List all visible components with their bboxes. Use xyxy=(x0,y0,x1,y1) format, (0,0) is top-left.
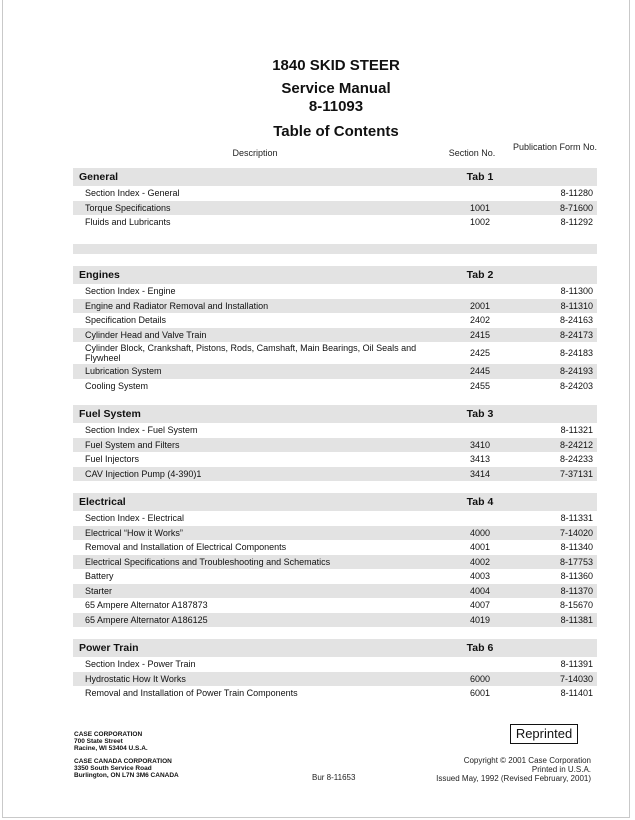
column-publication: Publication Form No. xyxy=(512,142,598,152)
toc-description: Specification Details xyxy=(85,315,167,325)
toc-section-number: 4000 xyxy=(469,527,491,538)
toc-publication-number: 8-24183 xyxy=(559,348,593,358)
printed-in: Printed in U.S.A. xyxy=(531,765,591,774)
section-tab: Tab 1 xyxy=(466,171,494,183)
toc-description: 65 Ampere Alternator A186125 xyxy=(85,614,208,625)
toc-description: Fluids and Lubricants xyxy=(85,217,171,227)
toc-row xyxy=(73,215,597,230)
toc-row xyxy=(73,438,597,453)
toc-row xyxy=(73,299,597,314)
toc-row xyxy=(73,672,597,687)
toc-publication-number: 8-17753 xyxy=(559,556,593,567)
toc-row xyxy=(73,201,597,216)
toc-description: Cylinder Head and Valve Train xyxy=(85,329,207,340)
case-ca-address xyxy=(74,758,179,779)
section-header xyxy=(73,266,597,284)
copyright: Copyright © 2001 Case Corporation xyxy=(463,756,591,765)
toc-description: Electrical Specifications and Troubleshooting and Schematics xyxy=(85,556,331,567)
section-tab: Tab 3 xyxy=(466,408,494,420)
section-name: Fuel System xyxy=(79,408,141,420)
section-header xyxy=(73,639,597,657)
section-gap xyxy=(73,627,597,639)
toc-row xyxy=(73,452,597,467)
toc-description: Section Index - Engine xyxy=(85,286,176,296)
toc-row xyxy=(73,584,597,599)
section-name: Electrical xyxy=(79,496,126,508)
toc-publication-number: 7-37131 xyxy=(559,468,593,479)
toc-description: Section Index - General xyxy=(85,188,180,198)
toc-description: 65 Ampere Alternator A187873 xyxy=(85,600,208,610)
toc-row xyxy=(73,526,597,541)
case-ca-city: Burlington, ON L7N 3M6 CANADA xyxy=(74,772,179,779)
toc-description: Section Index - Electrical xyxy=(85,513,185,523)
toc-description: Cylinder Block, Crankshaft, Pistons, Rods, Camshaft, Main Bearings, Oil Seals and Flywheel xyxy=(85,343,417,363)
blank-row xyxy=(73,230,597,245)
case-us-street: 700 State Street xyxy=(74,738,123,745)
toc-publication-number: 8-11340 xyxy=(560,542,593,552)
toc-description: Lubrication System xyxy=(85,366,162,376)
toc-section-number: 3413 xyxy=(469,454,491,464)
section-header xyxy=(73,405,597,423)
toc-publication-number: 8-71600 xyxy=(559,202,593,213)
reprinted-stamp: Reprinted xyxy=(510,724,578,744)
section-header xyxy=(73,168,597,186)
toc-section-number: 6001 xyxy=(469,688,491,698)
toc-section-number: 2402 xyxy=(469,315,491,325)
bur-number: Bur 8-11653 xyxy=(312,773,356,782)
toc-section-number: 3410 xyxy=(469,439,491,450)
toc-publication-number: 7-14030 xyxy=(559,673,593,684)
blank-row-shaded xyxy=(73,244,597,254)
section-header xyxy=(73,493,597,511)
toc-publication-number: 8-11391 xyxy=(560,659,593,669)
toc-description: CAV Injection Pump (4-390)1 xyxy=(85,468,202,479)
section-name: Engines xyxy=(79,269,120,281)
toc-publication-number: 8-11360 xyxy=(560,571,593,581)
toc-section-number: 2415 xyxy=(469,329,491,340)
toc-publication-number: 8-11300 xyxy=(560,286,593,296)
toc-row xyxy=(73,364,597,379)
toc-publication-number: 8-11321 xyxy=(560,425,593,435)
toc-row xyxy=(73,657,597,672)
toc-description: Electrical “How it Works” xyxy=(85,527,183,538)
toc-section-number: 4007 xyxy=(469,600,491,610)
toc-row xyxy=(73,555,597,570)
toc-section-number: 2001 xyxy=(469,300,491,311)
toc-publication-number: 8-15670 xyxy=(559,600,593,610)
toc-section-number: 4004 xyxy=(469,585,491,596)
toc-row xyxy=(73,313,597,328)
toc-section-number: 4002 xyxy=(469,556,491,567)
toc-row xyxy=(73,511,597,526)
toc-row xyxy=(73,423,597,438)
toc-publication-number: 8-11370 xyxy=(560,585,593,596)
section-name: Power Train xyxy=(79,642,139,654)
toc-publication-number: 8-11401 xyxy=(560,688,593,698)
toc-description: Torque Specifications xyxy=(85,202,171,213)
section-gap xyxy=(73,481,597,493)
toc-section-number: 2425 xyxy=(469,348,491,358)
toc-description: Engine and Radiator Removal and Installation xyxy=(85,300,269,311)
toc-publication-number: 8-24173 xyxy=(559,329,593,340)
toc-description: Fuel System and Filters xyxy=(85,439,180,450)
toc-section-number: 4019 xyxy=(469,614,491,625)
toc-publication-number: 8-24193 xyxy=(559,366,593,376)
toc-row xyxy=(73,328,597,343)
toc-row xyxy=(73,540,597,555)
toc-row xyxy=(73,686,597,701)
toc-section-number: 4001 xyxy=(469,542,491,552)
toc-title: Table of Contents xyxy=(273,123,399,140)
toc-publication-number: 8-24163 xyxy=(559,315,593,325)
toc-description: Battery xyxy=(85,571,114,581)
title-block xyxy=(0,56,635,141)
toc-section-number: 4003 xyxy=(469,571,491,581)
toc-row xyxy=(73,569,597,584)
toc-description: Section Index - Fuel System xyxy=(85,425,198,435)
toc-row xyxy=(73,598,597,613)
section-tab: Tab 4 xyxy=(466,496,494,508)
toc-row xyxy=(73,186,597,201)
toc-publication-number: 8-24233 xyxy=(559,454,593,464)
toc-section-number: 3414 xyxy=(469,468,491,479)
toc-publication-number: 8-11292 xyxy=(560,217,593,227)
case-us-address xyxy=(74,731,148,752)
toc-section-number: 1001 xyxy=(469,202,491,213)
case-ca-street: 3350 South Service Road xyxy=(74,765,152,772)
issued-date: Issued May, 1992 (Revised February, 2001) xyxy=(436,774,591,783)
manual-number: 8-11093 xyxy=(308,98,364,115)
case-us-city: Racine, WI 53404 U.S.A. xyxy=(74,745,148,752)
section-tab: Tab 2 xyxy=(466,269,494,281)
toc-table xyxy=(73,168,597,701)
manual-title: Service Manual xyxy=(281,80,391,97)
model-title: 1840 SKID STEER xyxy=(272,57,400,74)
toc-row xyxy=(73,342,597,364)
toc-description: Section Index - Power Train xyxy=(85,659,196,669)
toc-publication-number: 8-11381 xyxy=(560,614,593,625)
toc-section-number: 2455 xyxy=(469,380,491,391)
section-gap xyxy=(73,254,597,266)
toc-publication-number: 7-14020 xyxy=(559,527,593,538)
case-us-name: CASE CORPORATION xyxy=(74,731,143,738)
toc-section-number: 1002 xyxy=(469,217,491,227)
toc-publication-number: 8-24203 xyxy=(559,380,593,391)
toc-row xyxy=(73,467,597,482)
toc-row xyxy=(73,284,597,299)
toc-publication-number: 8-11331 xyxy=(560,513,593,523)
toc-section-number: 2445 xyxy=(469,366,491,376)
toc-description: Starter xyxy=(85,585,113,596)
toc-publication-number: 8-11280 xyxy=(560,188,593,198)
toc-row xyxy=(73,613,597,628)
column-description: Description xyxy=(232,148,278,158)
section-gap xyxy=(73,393,597,405)
toc-description: Removal and Installation of Electrical Components xyxy=(85,542,287,552)
toc-description: Removal and Installation of Power Train Components xyxy=(85,688,298,698)
section-name: General xyxy=(79,171,119,183)
toc-section-number: 6000 xyxy=(469,673,491,684)
toc-description: Cooling System xyxy=(85,380,149,391)
toc-description: Fuel Injectors xyxy=(85,454,140,464)
toc-description: Hydrostatic How It Works xyxy=(85,673,186,684)
case-ca-name: CASE CANADA CORPORATION xyxy=(74,758,172,765)
column-section: Section No. xyxy=(448,148,496,158)
section-tab: Tab 6 xyxy=(466,642,494,654)
toc-publication-number: 8-11310 xyxy=(560,300,593,311)
toc-row xyxy=(73,379,597,394)
toc-publication-number: 8-24212 xyxy=(559,439,593,450)
